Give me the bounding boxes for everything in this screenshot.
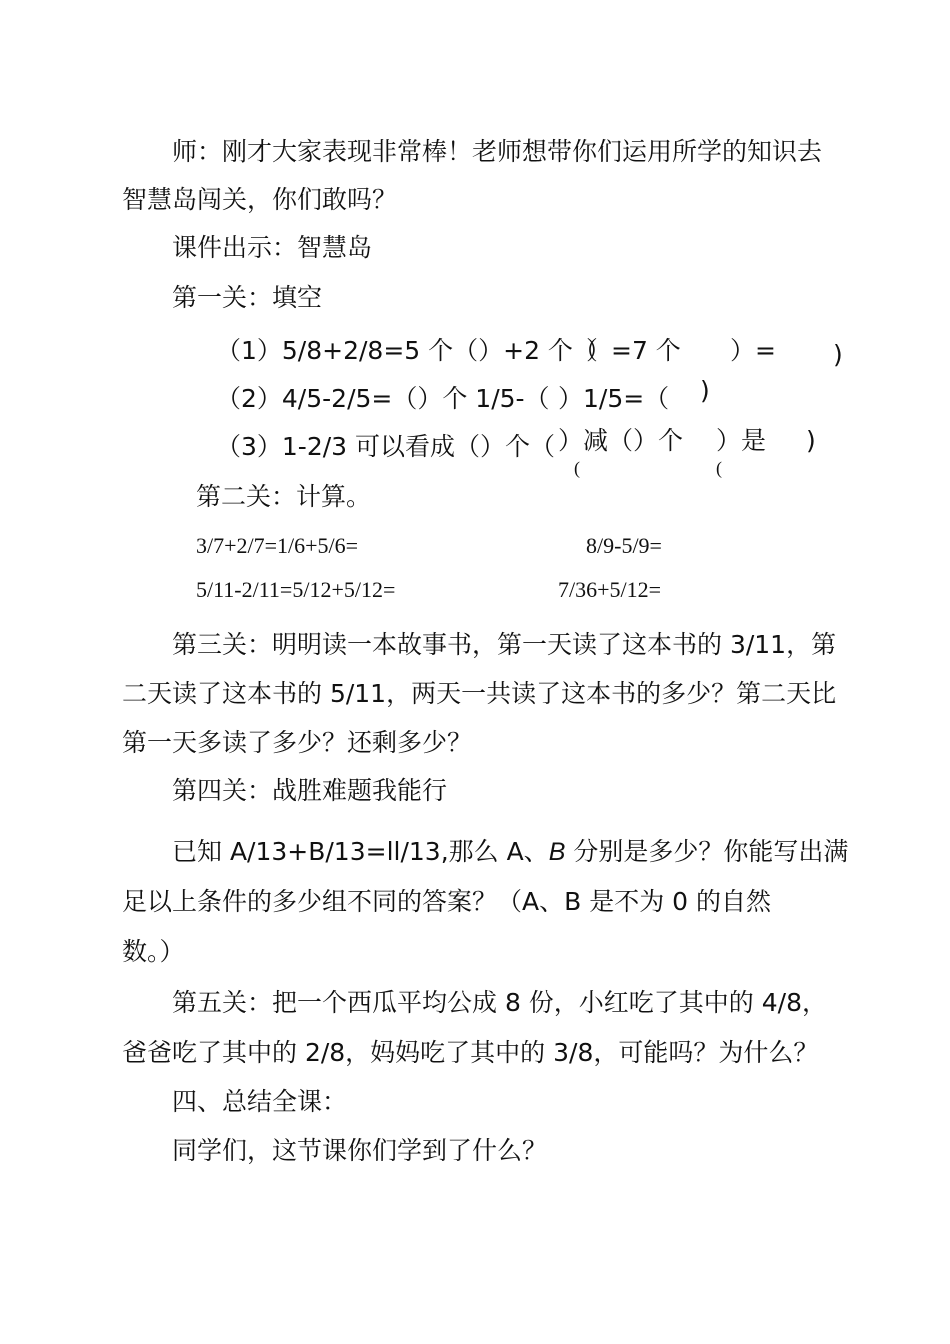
level4-line-1 (172, 835, 848, 869)
level1-question-1-part-d: ) (833, 340, 843, 369)
level1-stray-paren-1: ( (574, 458, 580, 478)
level1-question-1-part-b: ）=7 个 (586, 336, 681, 365)
level4-line-1-part-c: 分别是多少？你能写出满 (565, 837, 849, 866)
level1-question-3-part-b: ）减（）个 (558, 426, 684, 455)
level1-question-3-part-c: ）是 (716, 426, 767, 455)
level1-question-1: （1）5/8+2/8=5 个（）+2 个（ (216, 336, 598, 365)
level1-stray-paren-2: ( (716, 458, 722, 478)
intro-line-1: 师：刚才大家表现非常棒！老师想带你们运用所学的知识去 (172, 137, 823, 166)
level1-question-2-part-c: ) (700, 376, 710, 405)
level2-row1-right: 8/9-5/9= (586, 533, 662, 558)
courseware-label: 课件出示：智慧岛 (172, 233, 373, 262)
intro-line-2: 智慧岛闯关，你们敢吗？ (122, 185, 398, 214)
summary-title: 四、总结全课： (172, 1087, 348, 1116)
level4-line-1-part-a: 已知 A/13+B/13=ll/13,那么 A、 (172, 837, 549, 866)
level3-line-1: 第三关：明明读一本故事书，第一天读了这本书的 3/11，第 (172, 630, 837, 659)
level1-question-2: （2）4/5-2/5=（）个 1/5-（ (216, 384, 550, 413)
level1-question-3: （3）1-2/3 可以看成（）个（ (216, 432, 556, 461)
level4-title: 第四关：战胜难题我能行 (172, 776, 448, 805)
level1-question-3-part-d: ) (806, 426, 816, 455)
level1-question-1-part-c: ）= (730, 336, 776, 365)
level5-line-2: 爸爸吃了其中的 2/8，妈妈吃了其中的 3/8，可能吗？为什么？ (122, 1038, 819, 1067)
level5-line-1: 第五关：把一个西瓜平均公成 8 份，小红吃了其中的 4/8， (172, 988, 827, 1017)
level2-row2-left: 5/11-2/11=5/12+5/12= (196, 577, 396, 602)
summary-question: 同学们，这节课你们学到了什么？ (172, 1136, 548, 1165)
level4-line-2: 足以上条件的多少组不同的答案？（A、B 是不为 0 的自然 (122, 887, 772, 916)
level2-title: 第二关：计算。 (196, 482, 372, 511)
level4-line-3: 数。） (122, 937, 185, 966)
level2-row2-right: 7/36+5/12= (558, 577, 662, 602)
level3-line-3: 第一天多读了多少？还剩多少？ (122, 728, 473, 757)
level3-line-2: 二天读了这本书的 5/11，两天一共读了这本书的多少？第二天比 (122, 679, 837, 708)
level4-variable-b: B (548, 838, 566, 866)
level1-title: 第一关：填空 (172, 283, 323, 312)
level2-row1-left: 3/7+2/7=1/6+5/6= (196, 533, 359, 558)
level1-question-2-part-b: ）1/5=（ (558, 384, 670, 413)
